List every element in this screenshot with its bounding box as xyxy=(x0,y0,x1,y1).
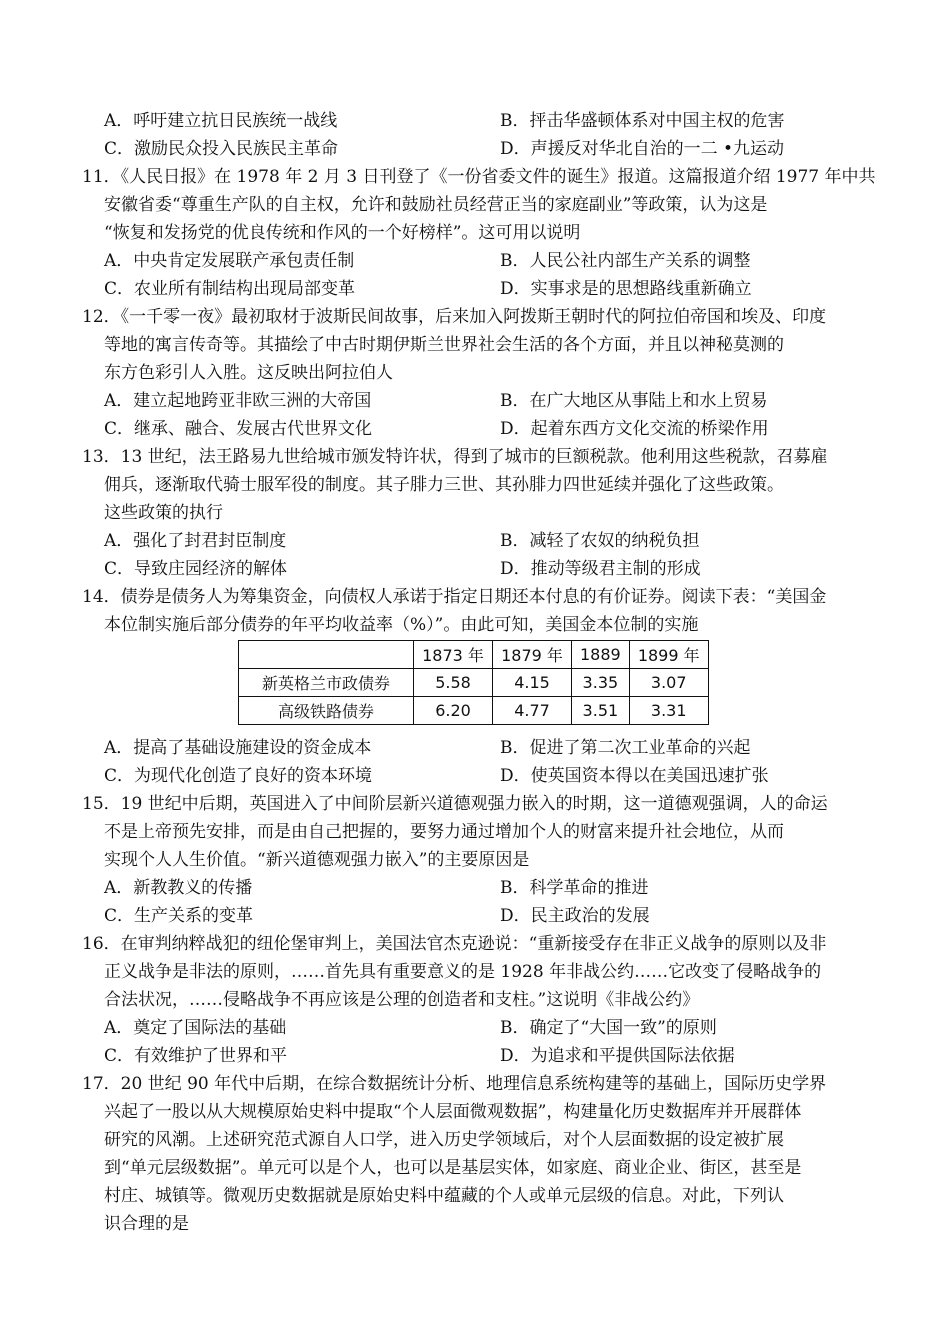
q17-stem-line-2: 兴起了一股以从大规模原始史料中提取“个人层面微观数据”，构建量化历史数据库并开展群体 xyxy=(104,1102,802,1122)
q11-stem-line-1: 11．《人民日报》在 1978 年 2 月 3 日刊登了《一份省委文件的诞生》报道。这篇报道介绍 1977 年中共 xyxy=(82,167,876,187)
q15-option-a[interactable]: A．新教教义的传播 xyxy=(104,878,253,898)
q17-stem-line-3: 研究的风潮。上述研究范式源自人口学，进入历史学领域后，对个人层面数据的设定被扩展 xyxy=(104,1130,784,1150)
q13-option-c[interactable]: C．导致庄园经济的解体 xyxy=(104,559,288,579)
q13-stem-line-2: 佣兵，逐渐取代骑士服军役的制度。其子腓力三世、其孙腓力四世延续并强化了这些政策。 xyxy=(104,475,784,495)
q11-stem-line-2: 安徽省委“尊重生产队的自主权，允许和鼓励社员经营正当的家庭副业”等政策，认为这是 xyxy=(104,195,768,215)
q12-option-a[interactable]: A．建立起地跨亚非欧三洲的大帝国 xyxy=(104,391,372,411)
q16-option-b[interactable]: B．确定了“大国一致”的原则 xyxy=(500,1018,717,1038)
q16-option-d[interactable]: D．为追求和平提供国际法依据 xyxy=(500,1046,735,1066)
q13-stem-line-1: 13．13 世纪，法王路易九世给城市颁发特许状，得到了城市的巨额税款。他利用这些税款，召募雇 xyxy=(82,447,828,467)
table-header-cell: 1889 xyxy=(572,641,630,669)
q11-option-d[interactable]: D．实事求是的思想路线重新确立 xyxy=(500,279,752,299)
q16-option-a[interactable]: A．奠定了国际法的基础 xyxy=(104,1018,287,1038)
q12-option-b[interactable]: B．在广大地区从事陆上和水上贸易 xyxy=(500,391,768,411)
q15-option-c[interactable]: C．生产关系的变革 xyxy=(104,906,254,926)
q16-stem-line-1: 16．在审判纳粹战犯的纽伦堡审判上，美国法官杰克逊说：“重新接受存在非正义战争的原则以及非 xyxy=(82,934,827,954)
q10-option-b[interactable]: B．抨击华盛顿体系对中国主权的危害 xyxy=(500,111,785,131)
q15-stem-line-1: 15．19 世纪中后期，英国进入了中间阶层新兴道德观强力嵌入的时期，这一道德观强调，人的命运 xyxy=(82,794,828,814)
q10-option-a[interactable]: A．呼吁建立抗日民族统一战线 xyxy=(104,111,338,131)
table-header-cell: 1873 年 xyxy=(414,641,493,669)
q15-option-d[interactable]: D．民主政治的发展 xyxy=(500,906,650,926)
table-cell: 3.51 xyxy=(572,697,630,725)
q13-stem-line-3: 这些政策的执行 xyxy=(104,503,223,523)
q12-stem-line-2: 等地的寓言传奇等。其描绘了中古时期伊斯兰世界社会生活的各个方面，并且以神秘莫测的 xyxy=(104,335,784,355)
table-cell: 6.20 xyxy=(414,697,493,725)
q17-stem-line-6: 识合理的是 xyxy=(104,1214,189,1234)
q17-stem-line-5: 村庄、城镇等。微观历史数据就是原始史料中蕴藏的个人或单元层级的信息。对此，下列认 xyxy=(104,1186,784,1206)
table-cell: 4.15 xyxy=(493,669,572,697)
q10-option-d[interactable]: D．声援反对华北自治的一二 •九运动 xyxy=(500,139,785,159)
q15-stem-line-3: 实现个人人生价值。“新兴道德观强力嵌入”的主要原因是 xyxy=(104,850,530,870)
bond-yield-table xyxy=(238,640,709,725)
q11-option-c[interactable]: C．农业所有制结构出现局部变革 xyxy=(104,279,356,299)
table-cell: 4.77 xyxy=(493,697,572,725)
table-cell: 3.07 xyxy=(629,669,708,697)
table-row-label: 高级铁路债券 xyxy=(239,697,414,725)
table-header-cell: 1899 年 xyxy=(629,641,708,669)
q17-stem-line-4: 到“单元层级数据”。单元可以是个人，也可以是基层实体，如家庭、商业企业、街区，甚至是 xyxy=(104,1158,802,1178)
q13-option-a[interactable]: A．强化了封君封臣制度 xyxy=(104,531,287,551)
q12-option-d[interactable]: D．起着东西方文化交流的桥梁作用 xyxy=(500,419,769,439)
table-header-cell: 1879 年 xyxy=(493,641,572,669)
q14-option-b[interactable]: B．促进了第二次工业革命的兴起 xyxy=(500,738,751,758)
q17-stem-line-1: 17．20 世纪 90 年代中后期，在综合数据统计分析、地理信息系统构建等的基础上，国际历史学界 xyxy=(82,1074,827,1094)
q11-option-a[interactable]: A．中央肯定发展联产承包责任制 xyxy=(104,251,355,271)
q11-option-b[interactable]: B．人民公社内部生产关系的调整 xyxy=(500,251,751,271)
q13-option-d[interactable]: D．推动等级君主制的形成 xyxy=(500,559,701,579)
q14-option-d[interactable]: D．使英国资本得以在美国迅速扩张 xyxy=(500,766,769,786)
q14-stem-line-2: 本位制实施后部分债券的年平均收益率（%）”。由此可知，美国金本位制的实施 xyxy=(104,615,699,635)
q12-option-c[interactable]: C．继承、融合、发展古代世界文化 xyxy=(104,419,373,439)
q16-option-c[interactable]: C．有效维护了世界和平 xyxy=(104,1046,288,1066)
q15-stem-line-2: 不是上帝预先安排，而是由自己把握的，要努力通过增加个人的财富来提升社会地位，从而 xyxy=(104,822,784,842)
table-header-cell xyxy=(239,641,414,669)
table-cell: 3.31 xyxy=(629,697,708,725)
table-row xyxy=(239,669,709,697)
table-cell: 5.58 xyxy=(414,669,493,697)
q12-stem-line-3: 东方色彩引人入胜。这反映出阿拉伯人 xyxy=(104,363,393,383)
table-row-label: 新英格兰市政债券 xyxy=(239,669,414,697)
table-cell: 3.35 xyxy=(572,669,630,697)
q15-option-b[interactable]: B．科学革命的推进 xyxy=(500,878,649,898)
table-row xyxy=(239,697,709,725)
q10-option-c[interactable]: C．激励民众投入民族民主革命 xyxy=(104,139,339,159)
q12-stem-line-1: 12．《一千零一夜》最初取材于波斯民间故事，后来加入阿拨斯王朝时代的阿拉伯帝国和埃及、印度 xyxy=(82,307,827,327)
q14-option-c[interactable]: C．为现代化创造了良好的资本环境 xyxy=(104,766,373,786)
q14-stem-line-1: 14．债券是债务人为筹集资金，向债权人承诺于指定日期还本付息的有价证券。阅读下表：“美国金 xyxy=(82,587,827,607)
q13-option-b[interactable]: B．减轻了农奴的纳税负担 xyxy=(500,531,700,551)
table-header-row xyxy=(239,641,709,669)
q16-stem-line-3: 合法状况，……侵略战争不再应该是公理的创造者和支柱。”这说明《非战公约》 xyxy=(104,990,700,1010)
q16-stem-line-2: 正义战争是非法的原则，……首先具有重要意义的是 1928 年非战公约……它改变了侵略战争的 xyxy=(104,962,822,982)
q11-stem-line-3: “恢复和发扬党的优良传统和作风的一个好榜样”。这可用以说明 xyxy=(104,223,581,243)
q14-option-a[interactable]: A．提高了基础设施建设的资金成本 xyxy=(104,738,372,758)
